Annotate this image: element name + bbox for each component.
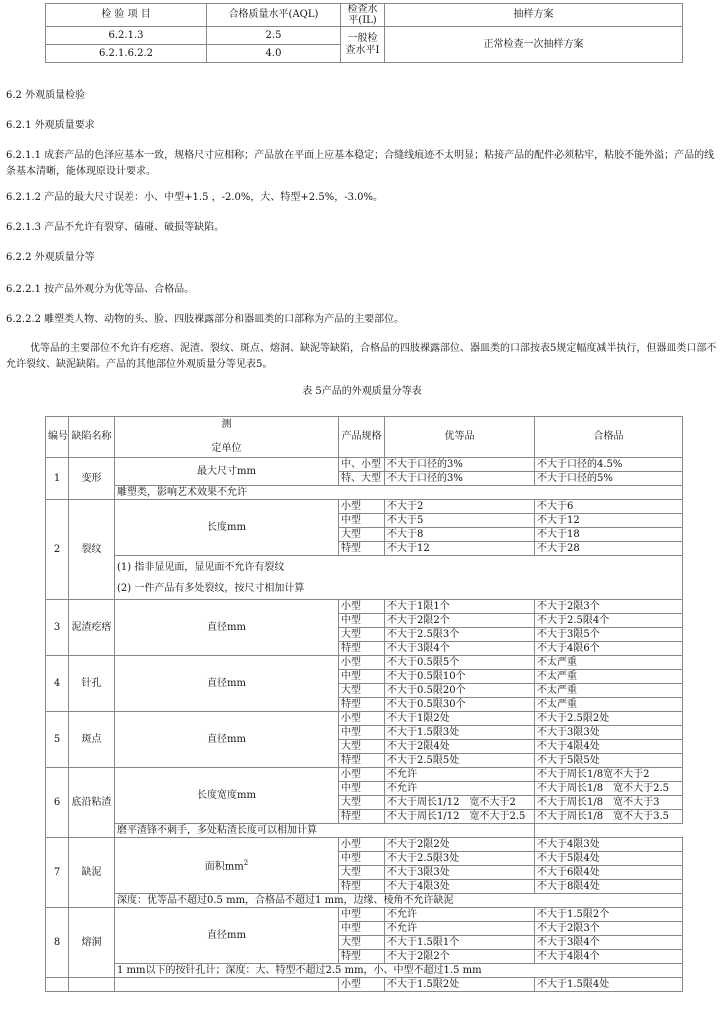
qualified-cell: 不大于4限3处 bbox=[535, 838, 683, 852]
spec-cell: 小型 bbox=[339, 656, 385, 670]
defect-name: 针孔 bbox=[69, 656, 115, 712]
header-no: 编号 bbox=[46, 417, 69, 458]
row-number: 3 bbox=[46, 600, 69, 656]
excellent-cell: 不允许 bbox=[385, 908, 535, 922]
section-6-2: 6.2 外观质量检验 bbox=[6, 90, 86, 101]
qualified-cell: 不大于3限5个 bbox=[535, 628, 683, 642]
header-spec: 产品规格 bbox=[339, 417, 385, 458]
excellent-cell: 不大于2限4处 bbox=[385, 740, 535, 754]
qualified-cell: 不大于1.5限2个 bbox=[535, 908, 683, 922]
spec-cell: 大型 bbox=[339, 628, 385, 642]
grading-paragraph: 优等品的主要部位不允许有疙瘩、泥渣、裂纹、斑点、熔洞、缺泥等缺陷，合格品的四肢裸露部位、器皿类的口部按表5规定幅度减半执行，但器皿类口部不允许裂纹、缺泥缺陷。产品的其他部位外观质量分等见表5。 bbox=[6, 343, 717, 370]
spec-cell: 大型 bbox=[339, 936, 385, 950]
spec-cell: 大型 bbox=[339, 684, 385, 698]
qualified-cell: 不大于5限5处 bbox=[535, 754, 683, 768]
table-note-row bbox=[46, 964, 683, 978]
measure-unit: 直径mm bbox=[115, 908, 339, 964]
cell-item: 6.2.1.6.2.2 bbox=[46, 45, 207, 63]
excellent-cell: 不大于2限2个 bbox=[385, 950, 535, 964]
excellent-cell: 不大于8 bbox=[385, 528, 535, 542]
measure-unit: 直径mm bbox=[115, 656, 339, 712]
excellent-cell: 不大于3限4个 bbox=[385, 642, 535, 656]
measure-unit: 最大尺寸mm bbox=[115, 458, 339, 486]
qualified-cell: 不大于1.5限4处 bbox=[535, 978, 683, 992]
excellent-cell: 不大于口径的3% bbox=[385, 458, 535, 472]
spec-cell: 中型 bbox=[339, 614, 385, 628]
table-note-row bbox=[46, 824, 683, 838]
note-cell: 深度：优等品不超过0.5 mm，合格品不超过1 mm，边缘、棱角不允许缺泥 bbox=[115, 894, 683, 908]
spec-cell: 大型 bbox=[339, 796, 385, 810]
table-row bbox=[46, 656, 683, 670]
spec-cell: 特型 bbox=[339, 542, 385, 556]
qualified-cell: 不大于口径的4.5% bbox=[535, 458, 683, 472]
qualified-cell: 不大于18 bbox=[535, 528, 683, 542]
spec-cell: 特型 bbox=[339, 754, 385, 768]
excellent-cell: 不大于口径的3% bbox=[385, 472, 535, 486]
excellent-cell: 不大于周长1/12 宽不大于2 bbox=[385, 796, 535, 810]
qualified-cell: 不大于2.5限4个 bbox=[535, 614, 683, 628]
defect-name: 底沿粘渣 bbox=[69, 768, 115, 838]
table-row bbox=[46, 978, 683, 992]
row-number: 8 bbox=[46, 908, 69, 978]
defect-name: 泥渣疙瘩 bbox=[69, 600, 115, 656]
measure-unit bbox=[115, 978, 339, 992]
row-number: 5 bbox=[46, 712, 69, 768]
spec-cell: 特型 bbox=[339, 642, 385, 656]
spec-cell: 中型 bbox=[339, 852, 385, 866]
spec-cell: 小型 bbox=[339, 712, 385, 726]
measure-unit: 长度mm bbox=[115, 500, 339, 556]
spec-cell: 小型 bbox=[339, 978, 385, 992]
empty-cell bbox=[535, 824, 683, 838]
spec-cell: 中型 bbox=[339, 670, 385, 684]
header-defect: 缺陷名称 bbox=[69, 417, 115, 458]
excellent-cell: 不允许 bbox=[385, 768, 535, 782]
table-row bbox=[46, 458, 683, 472]
measure-unit-text: 面积mm bbox=[204, 861, 244, 873]
table-row bbox=[46, 712, 683, 726]
spec-cell: 中型 bbox=[339, 922, 385, 936]
defect-name: 熔洞 bbox=[69, 908, 115, 978]
appearance-grading-table bbox=[45, 416, 683, 992]
excellent-cell: 不允许 bbox=[385, 922, 535, 936]
note-cell: (1) 指非显见面，显见面不允许有裂纹 bbox=[115, 556, 683, 580]
cell-plan: 正常检查一次抽样方案 bbox=[385, 27, 683, 63]
table-note-row bbox=[46, 486, 683, 500]
excellent-cell: 不大于1限1个 bbox=[385, 600, 535, 614]
spec-cell: 特、大型 bbox=[339, 472, 385, 486]
excellent-cell: 不大于3限3处 bbox=[385, 866, 535, 880]
sampling-table bbox=[45, 3, 683, 63]
note-cell: (2) 一件产品有多处裂纹，按尺寸相加计算 bbox=[115, 579, 683, 600]
table-note-row bbox=[46, 556, 683, 580]
header-aql: 合格质量水平(AQL) bbox=[207, 4, 341, 27]
spec-cell: 中型 bbox=[339, 514, 385, 528]
spec-cell: 小型 bbox=[339, 768, 385, 782]
qualified-cell: 不大于6 bbox=[535, 500, 683, 514]
excellent-cell: 不大于0.5限10个 bbox=[385, 670, 535, 684]
excellent-cell: 不大于1.5限2处 bbox=[385, 978, 535, 992]
cell-aql: 4.0 bbox=[207, 45, 341, 63]
section-6-2-2-2: 6.2.2.2 雕塑类人物、动物的头、脸、四肢裸露部分和器皿类的口部称为产品的主要部位。 bbox=[6, 314, 405, 325]
spec-cell: 小型 bbox=[339, 500, 385, 514]
header-plan: 抽样方案 bbox=[385, 4, 683, 27]
qualified-cell: 不大于2.5限2处 bbox=[535, 712, 683, 726]
cell-il: 一般检查水平Ⅰ bbox=[341, 27, 385, 63]
measure-unit: 直径mm bbox=[115, 712, 339, 768]
excellent-cell: 不大于1.5限3处 bbox=[385, 726, 535, 740]
qualified-cell: 不大于4限4个 bbox=[535, 950, 683, 964]
measure-unit bbox=[115, 838, 339, 894]
header-item: 检 验 项 目 bbox=[46, 4, 207, 27]
table-row bbox=[46, 500, 683, 514]
qualified-cell: 不大于3限3处 bbox=[535, 726, 683, 740]
table-row bbox=[46, 600, 683, 614]
header-il: 检查水平(IL) bbox=[341, 4, 385, 27]
qualified-cell: 不大于6限4处 bbox=[535, 866, 683, 880]
row-number: 4 bbox=[46, 656, 69, 712]
section-6-2-2: 6.2.2 外观质量分等 bbox=[6, 252, 95, 263]
defect-name: 缺泥 bbox=[69, 838, 115, 908]
cell-item: 6.2.1.3 bbox=[46, 27, 207, 45]
qualified-cell: 不大于8限4处 bbox=[535, 880, 683, 894]
excellent-cell: 不大于0.5限20个 bbox=[385, 684, 535, 698]
excellent-cell: 不大于4限3处 bbox=[385, 880, 535, 894]
defect-name: 裂纹 bbox=[69, 500, 115, 600]
excellent-cell: 不大于0.5限5个 bbox=[385, 656, 535, 670]
qualified-cell: 不太严重 bbox=[535, 670, 683, 684]
excellent-cell: 不大于0.5限30个 bbox=[385, 698, 535, 712]
table-header-row bbox=[46, 4, 683, 27]
row-number: 1 bbox=[46, 458, 69, 500]
spec-cell: 特型 bbox=[339, 698, 385, 712]
row-number bbox=[46, 978, 69, 992]
qualified-cell: 不太严重 bbox=[535, 656, 683, 670]
row-number: 2 bbox=[46, 500, 69, 600]
excellent-cell: 不大于1.5限1个 bbox=[385, 936, 535, 950]
qualified-cell: 不太严重 bbox=[535, 684, 683, 698]
table-row bbox=[46, 768, 683, 782]
qualified-cell: 不大于3限4个 bbox=[535, 936, 683, 950]
note-cell: 磨平渣锋不刺手，多处粘渣长度可以相加计算 bbox=[115, 824, 535, 838]
spec-cell: 中、小型 bbox=[339, 458, 385, 472]
excellent-cell: 不大于2 bbox=[385, 500, 535, 514]
unit-superscript: 2 bbox=[243, 859, 249, 868]
table-caption: 表 5产品的外观质量分等表 bbox=[302, 386, 422, 397]
cell-aql: 2.5 bbox=[207, 27, 341, 45]
spec-cell: 特型 bbox=[339, 810, 385, 824]
spec-cell: 小型 bbox=[339, 838, 385, 852]
row-number: 6 bbox=[46, 768, 69, 838]
header-excellent: 优等品 bbox=[385, 417, 535, 458]
qualified-cell: 不大于周长1/8 宽不大于2.5 bbox=[535, 782, 683, 796]
defect-name: 变形 bbox=[69, 458, 115, 500]
section-6-2-2-1: 6.2.2.1 按产品外观分为优等品、合格品。 bbox=[6, 284, 195, 295]
excellent-cell: 不大于2限2个 bbox=[385, 614, 535, 628]
spec-cell: 中型 bbox=[339, 908, 385, 922]
measure-unit: 长度宽度mm bbox=[115, 768, 339, 824]
note-cell: 雕塑类，影响艺术效果不允许 bbox=[115, 486, 683, 500]
section-6-2-1-2: 6.2.1.2 产品的最大尺寸误差：小、中型+1.5 ，-2.0%，大、特型+2.5%，-3.0%。 bbox=[6, 192, 383, 203]
spec-cell: 大型 bbox=[339, 866, 385, 880]
note-cell: 1 mm以下的按针孔计；深度：大、特型不超过2.5 mm，小、中型不超过1.5 mm bbox=[115, 964, 683, 978]
spec-cell: 小型 bbox=[339, 600, 385, 614]
measure-unit: 直径mm bbox=[115, 600, 339, 656]
qualified-cell: 不大于周长1/8 宽不大于3.5 bbox=[535, 810, 683, 824]
spec-cell: 特型 bbox=[339, 880, 385, 894]
qualified-cell: 不大于5限4处 bbox=[535, 852, 683, 866]
table-row bbox=[46, 838, 683, 852]
header-measure bbox=[115, 417, 339, 458]
table-header-row bbox=[46, 417, 683, 458]
excellent-cell: 不大于2限2处 bbox=[385, 838, 535, 852]
qualified-cell: 不大于12 bbox=[535, 514, 683, 528]
header-qualified: 合格品 bbox=[535, 417, 683, 458]
section-6-2-1-1: 6.2.1.1 成套产品的色泽应基本一致，规格尺寸应相称；产品放在平面上应基本稳定；合缝线痕迹不太明显；粘接产品的配件必须粘牢，粘胶不能外溢；产品的线条基本清晰，能体现原设计要求。 bbox=[6, 150, 715, 177]
qualified-cell: 不大于2限3个 bbox=[535, 922, 683, 936]
spec-cell: 中型 bbox=[339, 782, 385, 796]
row-number: 7 bbox=[46, 838, 69, 908]
spec-cell: 中型 bbox=[339, 726, 385, 740]
excellent-cell: 不大于周长1/12 宽不大于2.5 bbox=[385, 810, 535, 824]
table-note-row bbox=[46, 894, 683, 908]
table-row bbox=[46, 908, 683, 922]
table-note-row bbox=[46, 579, 683, 600]
excellent-cell: 不大于2.5限3个 bbox=[385, 628, 535, 642]
excellent-cell: 不大于12 bbox=[385, 542, 535, 556]
excellent-cell: 不大于2.5限3处 bbox=[385, 852, 535, 866]
section-6-2-1-3: 6.2.1.3 产品不允许有裂穿、磕碰、破损等缺陷。 bbox=[6, 222, 225, 233]
defect-name: 斑点 bbox=[69, 712, 115, 768]
defect-name bbox=[69, 978, 115, 992]
qualified-cell: 不大于口径的5% bbox=[535, 472, 683, 486]
table-row bbox=[46, 27, 683, 45]
qualified-cell: 不大于4限4处 bbox=[535, 740, 683, 754]
section-6-2-1: 6.2.1 外观质量要求 bbox=[6, 120, 95, 131]
spec-cell: 大型 bbox=[339, 740, 385, 754]
qualified-cell: 不大于周长1/8宽不大于2 bbox=[535, 768, 683, 782]
header-measure-top: 测 bbox=[221, 419, 232, 430]
qualified-cell: 不太严重 bbox=[535, 698, 683, 712]
qualified-cell: 不大于周长1/8 宽不大于3 bbox=[535, 796, 683, 810]
excellent-cell: 不大于1限2处 bbox=[385, 712, 535, 726]
spec-cell: 特型 bbox=[339, 950, 385, 964]
qualified-cell: 不大于2限3个 bbox=[535, 600, 683, 614]
excellent-cell: 不大于2.5限5处 bbox=[385, 754, 535, 768]
excellent-cell: 不大于5 bbox=[385, 514, 535, 528]
excellent-cell: 不允许 bbox=[385, 782, 535, 796]
header-measure-bottom: 定单位 bbox=[211, 443, 242, 454]
spec-cell: 大型 bbox=[339, 528, 385, 542]
qualified-cell: 不大于4限6个 bbox=[535, 642, 683, 656]
qualified-cell: 不大于28 bbox=[535, 542, 683, 556]
